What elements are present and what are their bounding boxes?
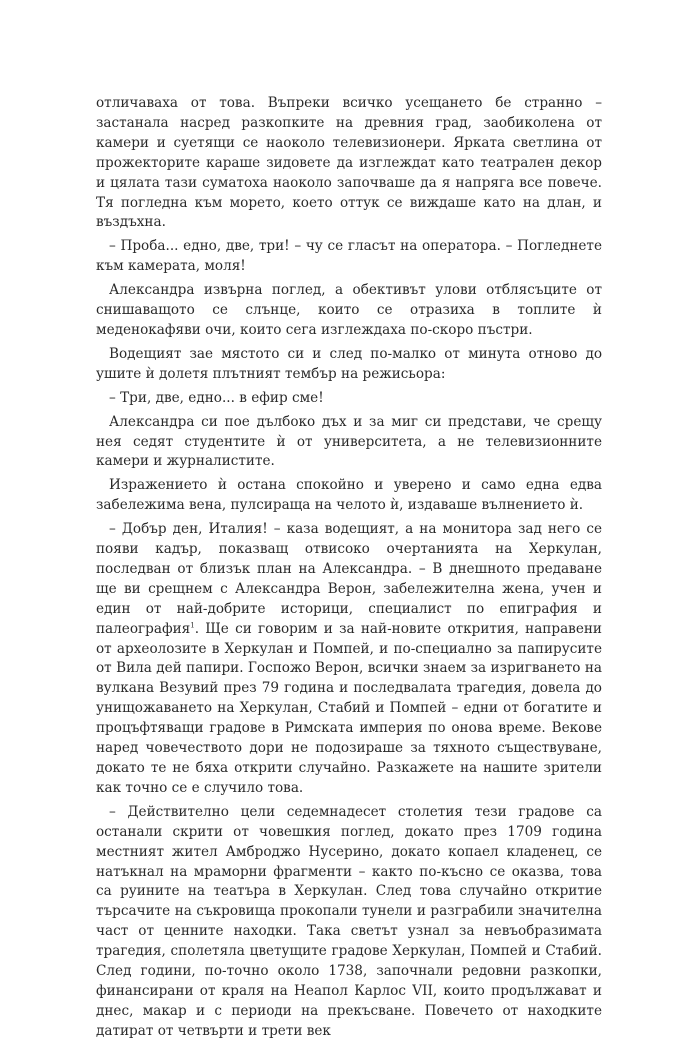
- host-intro-part-1: – Добър ден, Италия! – каза водещият, а на монитора зад него се появи кадър, показващ отвисоко очертанията на Херкулан, последван от близък план на Александра. – В днешното предаване ще ви срещнем с Александра Верон, забележителна жена, учен и един от най-добрите историци, специалист по епиграфия и палеография: [96, 521, 602, 637]
- paragraph-host-intro: [96, 520, 602, 799]
- paragraph-expression: Изражението ѝ остана спокойно и уверено и само една едва забележима вена, пулсираща на челото ѝ, издаваше вълнението ѝ.: [96, 477, 602, 514]
- footnote-marker: 1: [190, 621, 195, 630]
- book-page: [96, 94, 602, 1046]
- paragraph-operator-line: – Проба... едно, две, три! – чу се гласът на оператора. – Погледнете към камерата, моля!: [96, 238, 602, 275]
- paragraph-alexandra-glance: Александра извърна поглед, а обективът улови отблясъците от снишаващото се слънце, които се отразиха в топлите ѝ меденокафяви очи, които сега изглеждаха по-скоро пъстри.: [96, 282, 602, 338]
- paragraph-on-air: – Три, две, едно... в ефир сме!: [109, 389, 324, 406]
- paragraph-answer: – Действително цели седемнадесет столетия тези градове са останали скрити от човешкия поглед, докато през 1709 година местният жител Амброджо Нусерино, докато копаел кладенец, се натъкнал на мраморни фрагменти – както по-късно се оказва, това са руините на театъра в Херкулан. След това случайно откритие търсачите на съкровища прокопали тунели и разграбили значителна част от ценните находки. Така светът узнал за невъобразимата трагедия, сполетяла цветущите градове Херкулан, Помпей и Стабий. След години, по-точно около 1738, започнали редовни разкопки, финансирани от краля на Неапол Карлос VII, които продължават и днес, макар и с периоди на прекъсване. Повечето от находките датират от четвърти и трети век: [96, 803, 602, 1039]
- paragraph-host-seat: Водещият зае мястото си и след по-малко от минута отново до ушите ѝ долетя плътният тембър на режисьора:: [96, 345, 602, 382]
- host-intro-part-2: . Ще си говорим и за най-новите открития, направени от археолозите в Херкулан и Помпей, и по-специално за папирусите от Вила дей папири. Госпожо Верон, всички знаем за изригването на вулкана Везувий през 79 година и последвалата трагедия, довела до унищожаването на Херкулан, Стабий и Помпей – едни от богатите и процъфтяващи градове в Римската империя по онова време. Векове наред човечеството дори не подозираше за тяхното съществуване, докато те не бяха открити случайно. Разкажете на нашите зрители как точно се е случило това.: [96, 620, 602, 796]
- paragraph-deep-breath: Александра си пое дълбоко дъх и за миг си представи, че срещу нея седят студентите ѝ от университета, а не телевизионните камери и журналистите.: [96, 413, 602, 470]
- paragraph-opening: отличаваха от това. Въпреки всичко усещането бе странно – застанала насред разкопките на древния град, заобиколена от камери и суетящи се наоколо телевизионери. Ярката светлина от прожекторите караше зидовете да изглеждат като театрален декор и цялата тази суматоха наоколо започваше да я напряга все повече. Тя погледна към морето, което оттук се виждаше като на длан, и въздъхна.: [96, 95, 602, 231]
